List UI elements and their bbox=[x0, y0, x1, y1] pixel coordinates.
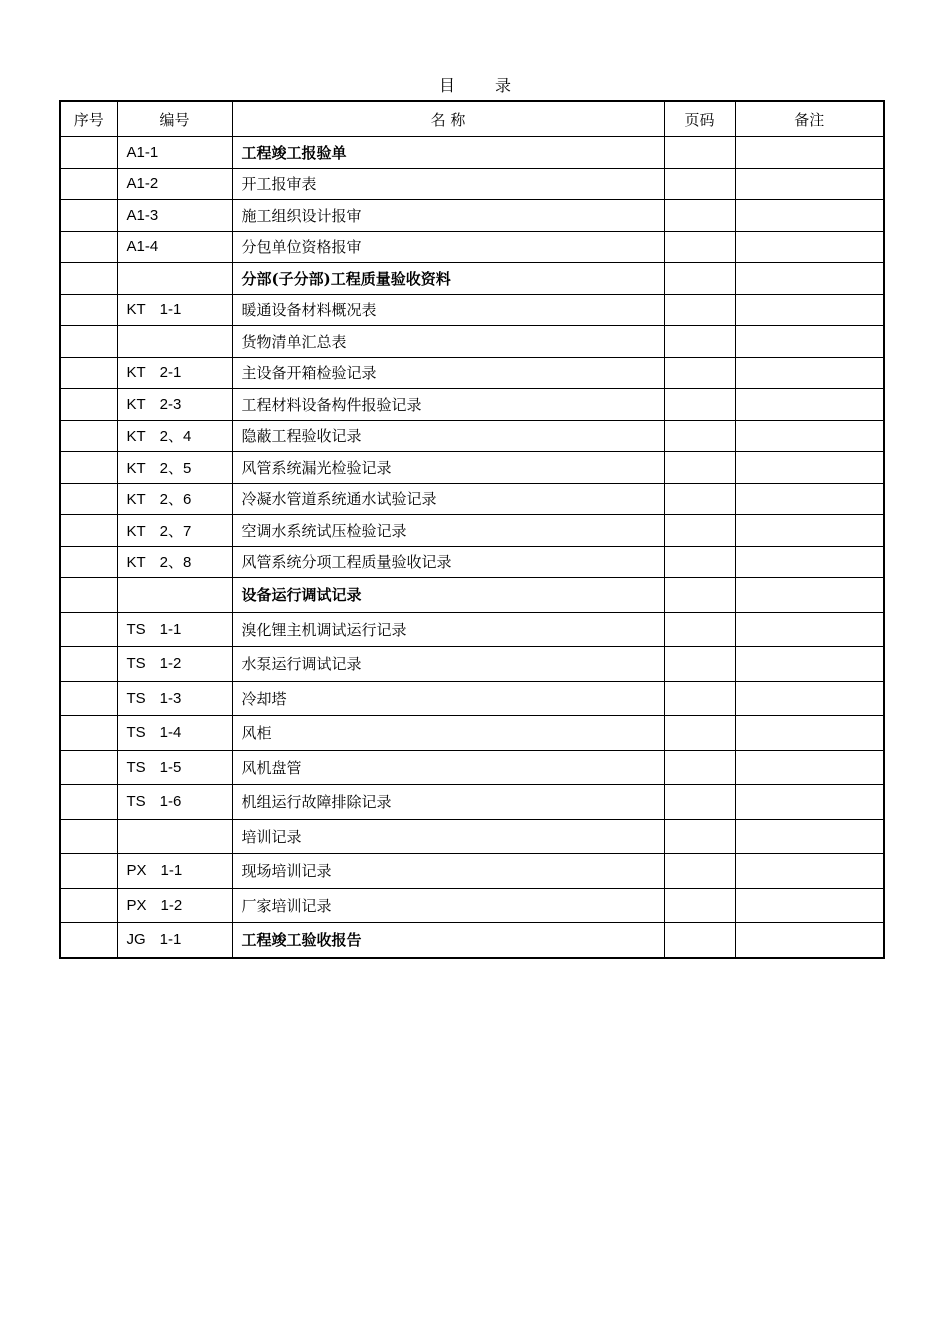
table-row bbox=[60, 263, 884, 295]
table-row bbox=[60, 137, 884, 169]
cell-page bbox=[664, 785, 735, 820]
code-number: 2、7 bbox=[159, 522, 192, 540]
code-prefix: TS bbox=[126, 724, 146, 742]
header-remark: 备注 bbox=[735, 101, 884, 137]
cell-remark bbox=[735, 785, 884, 820]
table-row bbox=[60, 578, 884, 613]
cell-seq bbox=[60, 515, 117, 547]
code-prefix: TS bbox=[126, 620, 146, 638]
cell-page bbox=[664, 294, 735, 326]
cell-remark bbox=[735, 326, 884, 358]
cell-remark bbox=[735, 357, 884, 389]
cell-page bbox=[664, 452, 735, 484]
cell-code bbox=[117, 515, 232, 547]
code-prefix: A1-3 bbox=[126, 206, 159, 224]
cell-remark bbox=[735, 647, 884, 682]
cell-page bbox=[664, 888, 735, 923]
code-prefix: A1-4 bbox=[126, 238, 159, 256]
cell-code bbox=[117, 168, 232, 200]
cell-page bbox=[664, 854, 735, 889]
cell-seq bbox=[60, 888, 117, 923]
cell-remark bbox=[735, 515, 884, 547]
cell-seq bbox=[60, 750, 117, 785]
code-number: 1-1 bbox=[160, 862, 183, 880]
code-prefix: A1-2 bbox=[126, 175, 159, 193]
code-prefix: KT bbox=[126, 459, 146, 477]
cell-seq bbox=[60, 200, 117, 232]
cell-page bbox=[664, 326, 735, 358]
table-row bbox=[60, 420, 884, 452]
cell-seq bbox=[60, 647, 117, 682]
table-row bbox=[60, 168, 884, 200]
cell-name: 分包单位资格报审 bbox=[232, 231, 664, 263]
cell-code bbox=[117, 750, 232, 785]
code-number: 1-1 bbox=[159, 620, 182, 638]
table-row bbox=[60, 750, 884, 785]
cell-name: 厂家培训记录 bbox=[232, 888, 664, 923]
title-char-2: 录 bbox=[495, 76, 512, 95]
cell-seq bbox=[60, 420, 117, 452]
document-title bbox=[0, 76, 950, 96]
table-row bbox=[60, 357, 884, 389]
cell-code bbox=[117, 681, 232, 716]
cell-name: 隐蔽工程验收记录 bbox=[232, 420, 664, 452]
code-prefix: JG bbox=[126, 931, 146, 949]
toc-body bbox=[60, 137, 884, 958]
cell-name: 现场培训记录 bbox=[232, 854, 664, 889]
cell-page bbox=[664, 137, 735, 169]
cell-code bbox=[117, 546, 232, 578]
code-number: 2、5 bbox=[159, 459, 192, 477]
cell-code bbox=[117, 578, 232, 613]
table-row bbox=[60, 819, 884, 854]
cell-name: 施工组织设计报审 bbox=[232, 200, 664, 232]
cell-remark bbox=[735, 546, 884, 578]
code-prefix: KT bbox=[126, 301, 146, 319]
cell-remark bbox=[735, 483, 884, 515]
cell-remark bbox=[735, 137, 884, 169]
cell-name: 工程竣工验收报告 bbox=[232, 923, 664, 958]
cell-remark bbox=[735, 294, 884, 326]
table-row bbox=[60, 546, 884, 578]
code-prefix: PX bbox=[126, 862, 147, 880]
cell-seq bbox=[60, 819, 117, 854]
cell-name: 培训记录 bbox=[232, 819, 664, 854]
cell-page bbox=[664, 263, 735, 295]
cell-code bbox=[117, 819, 232, 854]
cell-remark bbox=[735, 420, 884, 452]
cell-page bbox=[664, 647, 735, 682]
cell-seq bbox=[60, 231, 117, 263]
cell-name: 工程竣工报验单 bbox=[232, 137, 664, 169]
table-row bbox=[60, 452, 884, 484]
cell-name: 分部(子分部)工程质量验收资料 bbox=[232, 263, 664, 295]
code-prefix: TS bbox=[126, 689, 146, 707]
table-row bbox=[60, 647, 884, 682]
cell-code bbox=[117, 888, 232, 923]
table-row bbox=[60, 515, 884, 547]
table-row bbox=[60, 612, 884, 647]
cell-seq bbox=[60, 681, 117, 716]
cell-page bbox=[664, 420, 735, 452]
cell-page bbox=[664, 546, 735, 578]
cell-page bbox=[664, 515, 735, 547]
cell-remark bbox=[735, 612, 884, 647]
cell-page bbox=[664, 819, 735, 854]
code-number: 2、6 bbox=[159, 491, 192, 509]
code-prefix: TS bbox=[126, 793, 146, 811]
code-prefix: KT bbox=[126, 395, 146, 413]
cell-page bbox=[664, 200, 735, 232]
cell-name: 溴化锂主机调试运行记录 bbox=[232, 612, 664, 647]
table-row bbox=[60, 326, 884, 358]
code-number: 2、8 bbox=[159, 554, 192, 572]
code-number: 1-5 bbox=[159, 758, 182, 776]
cell-code bbox=[117, 854, 232, 889]
cell-seq bbox=[60, 854, 117, 889]
cell-page bbox=[664, 168, 735, 200]
cell-name: 风机盘管 bbox=[232, 750, 664, 785]
cell-name: 冷凝水管道系统通水试验记录 bbox=[232, 483, 664, 515]
cell-remark bbox=[735, 854, 884, 889]
cell-seq bbox=[60, 923, 117, 958]
header-code: 编号 bbox=[117, 101, 232, 137]
cell-name: 水泵运行调试记录 bbox=[232, 647, 664, 682]
cell-seq bbox=[60, 578, 117, 613]
cell-code bbox=[117, 420, 232, 452]
cell-name: 风管系统漏光检验记录 bbox=[232, 452, 664, 484]
cell-seq bbox=[60, 452, 117, 484]
code-number: 1-6 bbox=[159, 793, 182, 811]
cell-name: 机组运行故障排除记录 bbox=[232, 785, 664, 820]
cell-page bbox=[664, 612, 735, 647]
table-row bbox=[60, 200, 884, 232]
cell-seq bbox=[60, 168, 117, 200]
header-name: 名 称 bbox=[232, 101, 664, 137]
cell-seq bbox=[60, 785, 117, 820]
cell-remark bbox=[735, 263, 884, 295]
cell-remark bbox=[735, 681, 884, 716]
code-prefix: TS bbox=[126, 655, 146, 673]
code-prefix: KT bbox=[126, 522, 146, 540]
table-row bbox=[60, 294, 884, 326]
cell-seq bbox=[60, 294, 117, 326]
code-number: 2-3 bbox=[159, 395, 182, 413]
code-prefix: KT bbox=[126, 428, 146, 446]
cell-name: 风柜 bbox=[232, 716, 664, 751]
cell-remark bbox=[735, 389, 884, 421]
header-page: 页码 bbox=[664, 101, 735, 137]
cell-name: 开工报审表 bbox=[232, 168, 664, 200]
cell-code bbox=[117, 612, 232, 647]
cell-code bbox=[117, 716, 232, 751]
code-number: 1-1 bbox=[159, 301, 182, 319]
cell-code bbox=[117, 231, 232, 263]
table-row bbox=[60, 854, 884, 889]
cell-code bbox=[117, 785, 232, 820]
cell-name: 空调水系统试压检验记录 bbox=[232, 515, 664, 547]
code-number: 1-2 bbox=[159, 655, 182, 673]
cell-page bbox=[664, 578, 735, 613]
cell-seq bbox=[60, 263, 117, 295]
cell-page bbox=[664, 231, 735, 263]
table-of-contents bbox=[59, 100, 885, 959]
cell-code bbox=[117, 923, 232, 958]
cell-seq bbox=[60, 716, 117, 751]
code-prefix: KT bbox=[126, 491, 146, 509]
table-row bbox=[60, 785, 884, 820]
code-number: 1-1 bbox=[159, 931, 182, 949]
cell-page bbox=[664, 750, 735, 785]
table-row bbox=[60, 389, 884, 421]
cell-seq bbox=[60, 357, 117, 389]
cell-code bbox=[117, 389, 232, 421]
cell-code bbox=[117, 294, 232, 326]
cell-remark bbox=[735, 452, 884, 484]
cell-seq bbox=[60, 612, 117, 647]
code-number: 1-3 bbox=[159, 689, 182, 707]
cell-remark bbox=[735, 819, 884, 854]
table-row bbox=[60, 681, 884, 716]
cell-name: 设备运行调试记录 bbox=[232, 578, 664, 613]
cell-code bbox=[117, 200, 232, 232]
cell-name: 风管系统分项工程质量验收记录 bbox=[232, 546, 664, 578]
title-char-1: 目 bbox=[438, 76, 455, 95]
cell-code bbox=[117, 326, 232, 358]
code-number: 2-1 bbox=[159, 364, 182, 382]
cell-seq bbox=[60, 483, 117, 515]
cell-remark bbox=[735, 200, 884, 232]
table-row bbox=[60, 923, 884, 958]
cell-remark bbox=[735, 716, 884, 751]
cell-seq bbox=[60, 137, 117, 169]
table-row bbox=[60, 716, 884, 751]
cell-code bbox=[117, 357, 232, 389]
cell-seq bbox=[60, 546, 117, 578]
cell-name: 工程材料设备构件报验记录 bbox=[232, 389, 664, 421]
cell-code bbox=[117, 647, 232, 682]
cell-code bbox=[117, 263, 232, 295]
cell-name: 主设备开箱检验记录 bbox=[232, 357, 664, 389]
code-prefix: PX bbox=[126, 896, 147, 914]
cell-remark bbox=[735, 231, 884, 263]
cell-remark bbox=[735, 168, 884, 200]
cell-seq bbox=[60, 389, 117, 421]
cell-page bbox=[664, 357, 735, 389]
cell-seq bbox=[60, 326, 117, 358]
cell-remark bbox=[735, 750, 884, 785]
table-row bbox=[60, 483, 884, 515]
code-prefix: KT bbox=[126, 554, 146, 572]
code-prefix: TS bbox=[126, 758, 146, 776]
header-seq: 序号 bbox=[60, 101, 117, 137]
cell-page bbox=[664, 681, 735, 716]
cell-page bbox=[664, 483, 735, 515]
cell-remark bbox=[735, 578, 884, 613]
code-prefix: A1-1 bbox=[126, 143, 159, 161]
cell-remark bbox=[735, 923, 884, 958]
cell-page bbox=[664, 923, 735, 958]
cell-name: 货物清单汇总表 bbox=[232, 326, 664, 358]
cell-code bbox=[117, 137, 232, 169]
cell-page bbox=[664, 389, 735, 421]
code-number: 1-2 bbox=[160, 896, 183, 914]
cell-name: 暖通设备材料概况表 bbox=[232, 294, 664, 326]
cell-page bbox=[664, 716, 735, 751]
code-number: 2、4 bbox=[159, 428, 192, 446]
code-number: 1-4 bbox=[159, 724, 182, 742]
header-row bbox=[60, 101, 884, 137]
cell-code bbox=[117, 483, 232, 515]
cell-name: 冷却塔 bbox=[232, 681, 664, 716]
cell-code bbox=[117, 452, 232, 484]
table-row bbox=[60, 888, 884, 923]
table-row bbox=[60, 231, 884, 263]
cell-remark bbox=[735, 888, 884, 923]
code-prefix: KT bbox=[126, 364, 146, 382]
